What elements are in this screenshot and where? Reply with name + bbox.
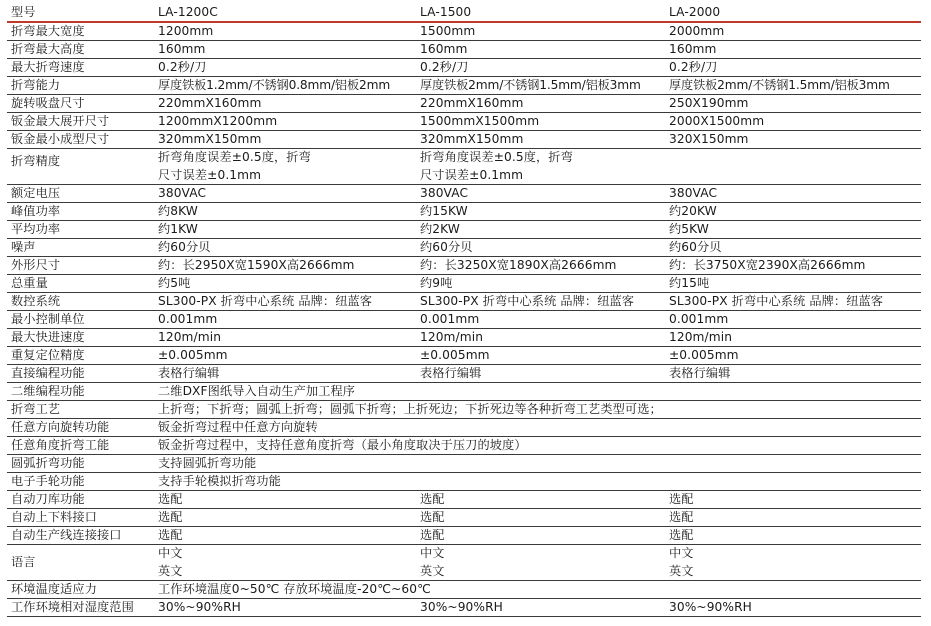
row-label: 总重量 <box>11 276 48 290</box>
row-label: 工作环境相对湿度范围 <box>11 600 134 614</box>
table-row <box>7 221 921 239</box>
row-label: 额定电压 <box>11 186 61 200</box>
cell-2000: 2000mm <box>669 24 725 38</box>
table-row <box>7 329 921 347</box>
row-label: 折弯精度 <box>11 154 61 168</box>
table-row <box>7 59 921 77</box>
cell-1500: 厚度铁板2mm/不锈钢1.5mm/铝板3mm <box>420 78 641 92</box>
table-row-wide <box>7 455 921 473</box>
cell-1200c: 厚度铁板1.2mm/不锈钢0.8mm/铝板2mm <box>158 78 391 92</box>
cell-1200c: 选配 <box>158 492 183 506</box>
table-row-wide <box>7 419 921 437</box>
model-la-1200c: LA-1200C <box>158 5 218 19</box>
precision-1500 <box>420 149 573 184</box>
table-row <box>7 203 921 221</box>
table-row <box>7 311 921 329</box>
row-label: 任意方向旋转功能 <box>11 420 110 434</box>
language-english: 英文 <box>420 563 445 578</box>
row-label: 自动刀库功能 <box>11 492 85 506</box>
wide-cell: 钣金折弯过程中任意方向旋转 <box>158 420 318 434</box>
precision-line-2: 尺寸误差±0.1mm <box>420 167 524 182</box>
row-label: 二维编程功能 <box>11 384 85 398</box>
cell-1500: 表格行编辑 <box>420 366 482 380</box>
cell-2000: 30%~90%RH <box>669 600 752 614</box>
cell-2000: 0.2秒/刀 <box>669 60 718 74</box>
row-label: 外形尺寸 <box>11 258 61 272</box>
table-row <box>7 239 921 257</box>
cell-1500: 约60分贝 <box>420 240 473 254</box>
cell-2000: 约15吨 <box>669 276 710 290</box>
row-label: 任意角度折弯工能 <box>11 438 110 452</box>
table-row <box>7 185 921 203</box>
cell-1200c: 约1KW <box>158 222 198 236</box>
table-row <box>7 293 921 311</box>
cell-2000: 选配 <box>669 510 694 524</box>
cell-1500: ±0.005mm <box>420 348 490 362</box>
precision-line-2: 尺寸误差±0.1mm <box>158 167 262 182</box>
cell-1500: 约9吨 <box>420 276 453 290</box>
precision-line-1: 折弯角度误差±0.5度，折弯 <box>158 150 311 164</box>
cell-1500: SL300-PX 折弯中心系统 品牌：纽蓝客 <box>420 294 635 308</box>
row-label: 钣金最大展开尺寸 <box>11 114 110 128</box>
table-row <box>7 527 921 545</box>
cell-1500: 1500mm <box>420 24 476 38</box>
wide-cell: 支持手轮模拟折弯功能 <box>158 474 281 488</box>
cell-1500: 320mmX150mm <box>420 132 524 146</box>
cell-1500: 0.001mm <box>420 312 480 326</box>
table-row <box>7 95 921 113</box>
cell-2000: ±0.005mm <box>669 348 739 362</box>
language-chinese: 中文 <box>420 546 445 560</box>
row-label: 圆弧折弯功能 <box>11 456 85 470</box>
language-chinese: 中文 <box>669 546 694 560</box>
language-1200c <box>158 545 183 580</box>
language-english: 英文 <box>158 563 183 578</box>
row-label: 语言 <box>11 555 36 569</box>
table-row <box>7 77 921 95</box>
row-label: 峰值功率 <box>11 204 61 218</box>
cell-1500: 选配 <box>420 510 445 524</box>
table-row <box>7 347 921 365</box>
table-row-wide <box>7 401 921 419</box>
row-label: 最小控制单位 <box>11 312 85 326</box>
cell-1500: 约：长3250X宽1890X高2666mm <box>420 258 617 272</box>
row-label: 折弯最大高度 <box>11 42 85 56</box>
row-label: 折弯工艺 <box>11 402 61 416</box>
table-row-precision <box>7 149 921 185</box>
row-label: 环境温度适应力 <box>11 582 98 596</box>
table-row <box>7 365 921 383</box>
model-la-1500: LA-1500 <box>420 5 472 19</box>
cell-1200c: 1200mmX1200mm <box>158 114 278 128</box>
table-row <box>7 599 921 617</box>
cell-1500: 220mmX160mm <box>420 96 524 110</box>
cell-1200c: 约8KW <box>158 204 198 218</box>
table-row <box>7 23 921 41</box>
table-row <box>7 509 921 527</box>
cell-1500: 选配 <box>420 528 445 542</box>
row-label: 折弯能力 <box>11 78 61 92</box>
language-english: 英文 <box>669 563 694 578</box>
cell-1500: 380VAC <box>420 186 469 200</box>
row-label: 最大折弯速度 <box>11 60 85 74</box>
table-row <box>7 131 921 149</box>
cell-2000: 160mm <box>669 42 717 56</box>
row-label: 最大快进速度 <box>11 330 85 344</box>
table-row <box>7 113 921 131</box>
cell-1200c: 0.2秒/刀 <box>158 60 207 74</box>
table-row <box>7 41 921 59</box>
precision-1200c <box>158 149 311 184</box>
cell-2000: 250X190mm <box>669 96 749 110</box>
cell-2000: 2000X1500mm <box>669 114 765 128</box>
cell-1200c: 约5吨 <box>158 276 191 290</box>
cell-1200c: 320mmX150mm <box>158 132 262 146</box>
table-row-language <box>7 545 921 581</box>
cell-1500: 160mm <box>420 42 468 56</box>
cell-2000: 约：长3750X宽2390X高2666mm <box>669 258 866 272</box>
spec-table <box>7 4 921 617</box>
cell-1200c: 160mm <box>158 42 206 56</box>
header-label: 型号 <box>11 5 36 19</box>
cell-1200c: 120m/min <box>158 330 222 344</box>
wide-cell: 工作环境温度0~50℃ 存放环境温度-20℃~60℃ <box>158 582 431 596</box>
row-label: 平均功率 <box>11 222 61 236</box>
cell-1200c: 选配 <box>158 528 183 542</box>
wide-cell: 上折弯；下折弯；圆弧上折弯；圆弧下折弯；上折死边；下折死边等各种折弯工艺类型可选； <box>158 402 662 416</box>
cell-1500: 30%~90%RH <box>420 600 503 614</box>
cell-1200c: 220mmX160mm <box>158 96 262 110</box>
language-2000 <box>669 545 694 580</box>
table-row-wide <box>7 581 921 599</box>
cell-2000: 380VAC <box>669 186 718 200</box>
cell-1200c: 约：长2950X宽1590X高2666mm <box>158 258 355 272</box>
row-label: 自动上下料接口 <box>11 510 98 524</box>
cell-2000: 选配 <box>669 492 694 506</box>
row-label: 电子手轮功能 <box>11 474 85 488</box>
cell-1200c: 0.001mm <box>158 312 218 326</box>
cell-2000: 320X150mm <box>669 132 749 146</box>
wide-cell: 钣金折弯过程中，支持任意角度折弯（最小角度取决于压刀的坡度） <box>158 438 527 452</box>
cell-2000: 约60分贝 <box>669 240 722 254</box>
table-row <box>7 275 921 293</box>
cell-2000: 表格行编辑 <box>669 366 731 380</box>
cell-1500: 约2KW <box>420 222 460 236</box>
table-row-wide <box>7 383 921 401</box>
row-label: 重复定位精度 <box>11 348 85 362</box>
cell-1200c: 选配 <box>158 510 183 524</box>
table-row-wide <box>7 473 921 491</box>
language-1500 <box>420 545 445 580</box>
cell-1200c: 380VAC <box>158 186 207 200</box>
cell-1200c: 30%~90%RH <box>158 600 241 614</box>
cell-1200c: ±0.005mm <box>158 348 228 362</box>
row-label: 折弯最大宽度 <box>11 24 85 38</box>
row-label: 钣金最小成型尺寸 <box>11 132 110 146</box>
cell-1200c: SL300-PX 折弯中心系统 品牌：纽蓝客 <box>158 294 373 308</box>
precision-line-1: 折弯角度误差±0.5度，折弯 <box>420 150 573 164</box>
table-row <box>7 491 921 509</box>
cell-2000: 0.001mm <box>669 312 729 326</box>
row-label: 直接编程功能 <box>11 366 85 380</box>
row-label: 数控系统 <box>11 294 61 308</box>
cell-1200c: 表格行编辑 <box>158 366 220 380</box>
language-chinese: 中文 <box>158 546 183 560</box>
cell-2000: SL300-PX 折弯中心系统 品牌：纽蓝客 <box>669 294 884 308</box>
cell-2000: 120m/min <box>669 330 733 344</box>
cell-1500: 约15KW <box>420 204 468 218</box>
table-row <box>7 257 921 275</box>
cell-2000: 约20KW <box>669 204 717 218</box>
row-label: 自动生产线连接接口 <box>11 528 122 542</box>
cell-1200c: 1200mm <box>158 24 214 38</box>
wide-cell: 支持圆弧折弯功能 <box>158 456 257 470</box>
cell-1500: 120m/min <box>420 330 484 344</box>
cell-1500: 选配 <box>420 492 445 506</box>
table-row-wide <box>7 437 921 455</box>
cell-2000: 选配 <box>669 528 694 542</box>
row-label: 旋转吸盘尺寸 <box>11 96 85 110</box>
cell-1500: 1500mmX1500mm <box>420 114 540 128</box>
table-header-row <box>7 4 921 23</box>
row-label: 噪声 <box>11 240 36 254</box>
cell-1200c: 约60分贝 <box>158 240 211 254</box>
wide-cell: 二维DXF图纸导入自动生产加工程序 <box>158 384 356 398</box>
cell-2000: 约5KW <box>669 222 709 236</box>
cell-2000: 厚度铁板2mm/不锈钢1.5mm/铝板3mm <box>669 78 890 92</box>
cell-1500: 0.2秒/刀 <box>420 60 469 74</box>
model-la-2000: LA-2000 <box>669 5 721 19</box>
